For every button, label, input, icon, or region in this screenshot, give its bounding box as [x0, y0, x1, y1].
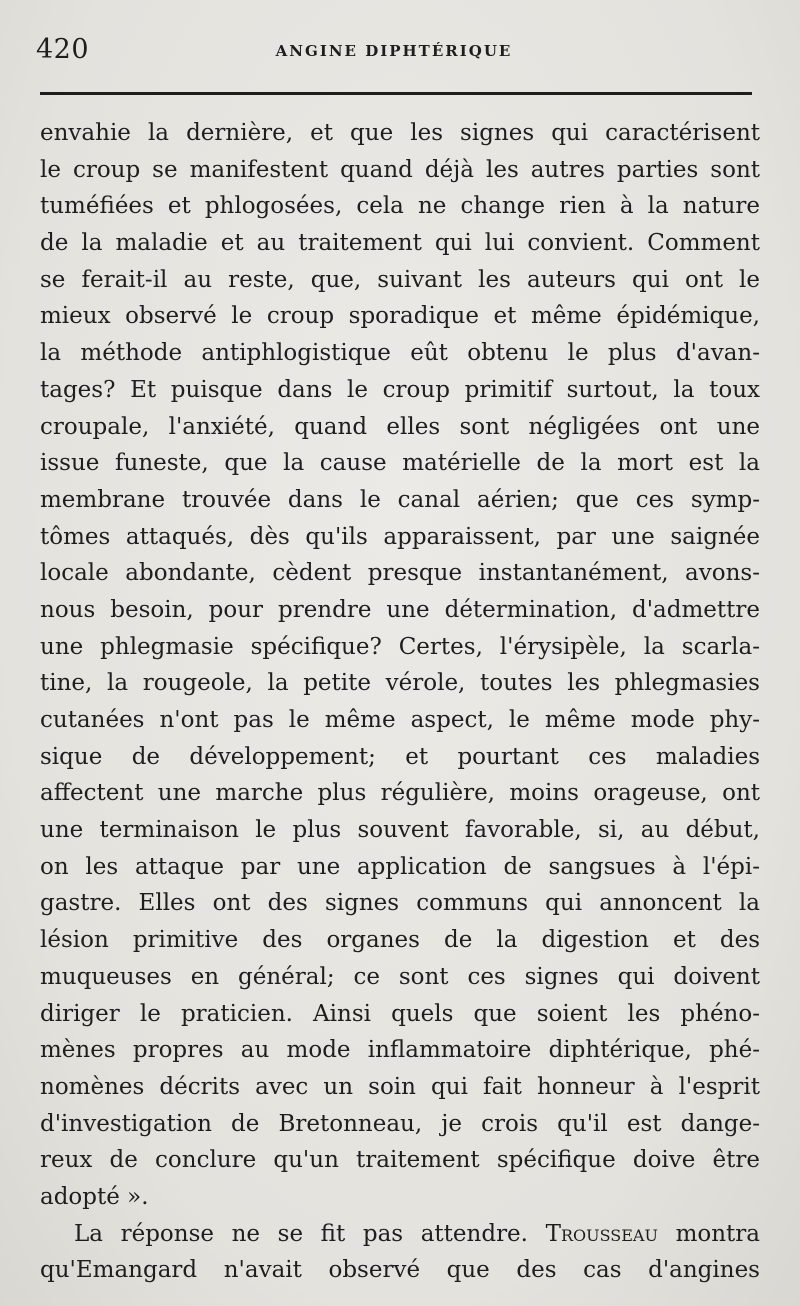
text-line: le croup se manifestent quand déjà les autres parties sont — [40, 156, 760, 183]
text-line: membrane trouvée dans le canal aérien; que ces symp- — [40, 486, 760, 513]
text-line: nous besoin, pour prendre une détermination, d'admettre — [40, 596, 760, 623]
text-line: tômes attaqués, dès qu'ils apparaissent, par une saignée — [40, 523, 760, 550]
paragraph-1 — [40, 115, 760, 1216]
text-fragment: La réponse ne se fit pas attendre. — [74, 1220, 546, 1247]
header-rule — [40, 92, 752, 95]
text-line: une phlegmasie spécifique? Certes, l'érysipèle, la scarla- — [40, 633, 760, 660]
text-fragment: montra — [657, 1220, 760, 1247]
text-line: on les attaque par une application de sangsues à l'épi- — [40, 853, 760, 880]
text-line: diriger le praticien. Ainsi quels que soient les phéno- — [40, 1000, 760, 1027]
text-line: issue funeste, que la cause matérielle de la mort est la — [40, 450, 760, 477]
text-line: affectent une marche plus régulière, moins orageuse, ont — [40, 780, 760, 807]
text-line: tages? Et puisque dans le croup primitif surtout, la toux — [40, 376, 760, 403]
text-line: tuméfiées et phlogosées, cela ne change rien à la nature — [40, 193, 760, 220]
text-line: croupale, l'anxiété, quand elles sont négligées ont une — [40, 413, 760, 440]
body-text — [40, 115, 760, 1289]
text-line: mieux observé le croup sporadique et même épidémique, — [40, 303, 760, 330]
running-head: ANGINE DIPHTÉRIQUE — [275, 42, 513, 60]
text-line: locale abondante, cèdent presque instantanément, avons- — [40, 560, 760, 587]
text-line: lésion primitive des organes de la digestion et des — [40, 927, 760, 954]
text-line: muqueuses en général; ce sont ces signes qui doivent — [40, 963, 760, 990]
paragraph-2 — [40, 1216, 760, 1289]
text-line: cutanées n'ont pas le même aspect, le même mode phy- — [40, 707, 760, 733]
text-line — [40, 1216, 760, 1253]
text-line: une terminaison le plus souvent favorable, si, au début, — [40, 817, 760, 844]
text-line: adopté ». — [40, 1183, 149, 1210]
text-line: d'investigation de Bretonneau, je crois qu'il est dange- — [40, 1110, 760, 1137]
text-line: tine, la rougeole, la petite vérole, toutes les phlegmasies — [40, 670, 760, 697]
text-line: gastre. Elles ont des signes communs qui annoncent la — [40, 890, 760, 917]
text-line: se ferait-il au reste, que, suivant les auteurs qui ont le — [40, 266, 760, 293]
page-header — [36, 34, 752, 74]
text-line: de la maladie et au traitement qui lui convient. Comment — [40, 230, 760, 257]
text-line: qu'Emangard n'avait observé que des cas d'angines — [40, 1257, 760, 1284]
text-line: envahie la dernière, et que les signes qui caractérisent — [40, 120, 760, 146]
page-number: 420 — [36, 34, 90, 65]
text-line: mènes propres au mode inflammatoire diphtérique, phé- — [40, 1037, 760, 1064]
text-line: reux de conclure qu'un traitement spécifique doive être — [40, 1147, 760, 1174]
text-line: la méthode antiphlogistique eût obtenu le plus d'avan- — [40, 340, 760, 367]
author-name: Trousseau — [545, 1220, 658, 1247]
text-line: sique de développement; et pourtant ces maladies — [40, 743, 760, 770]
text-line: nomènes décrits avec un soin qui fait honneur à l'esprit — [40, 1073, 760, 1100]
